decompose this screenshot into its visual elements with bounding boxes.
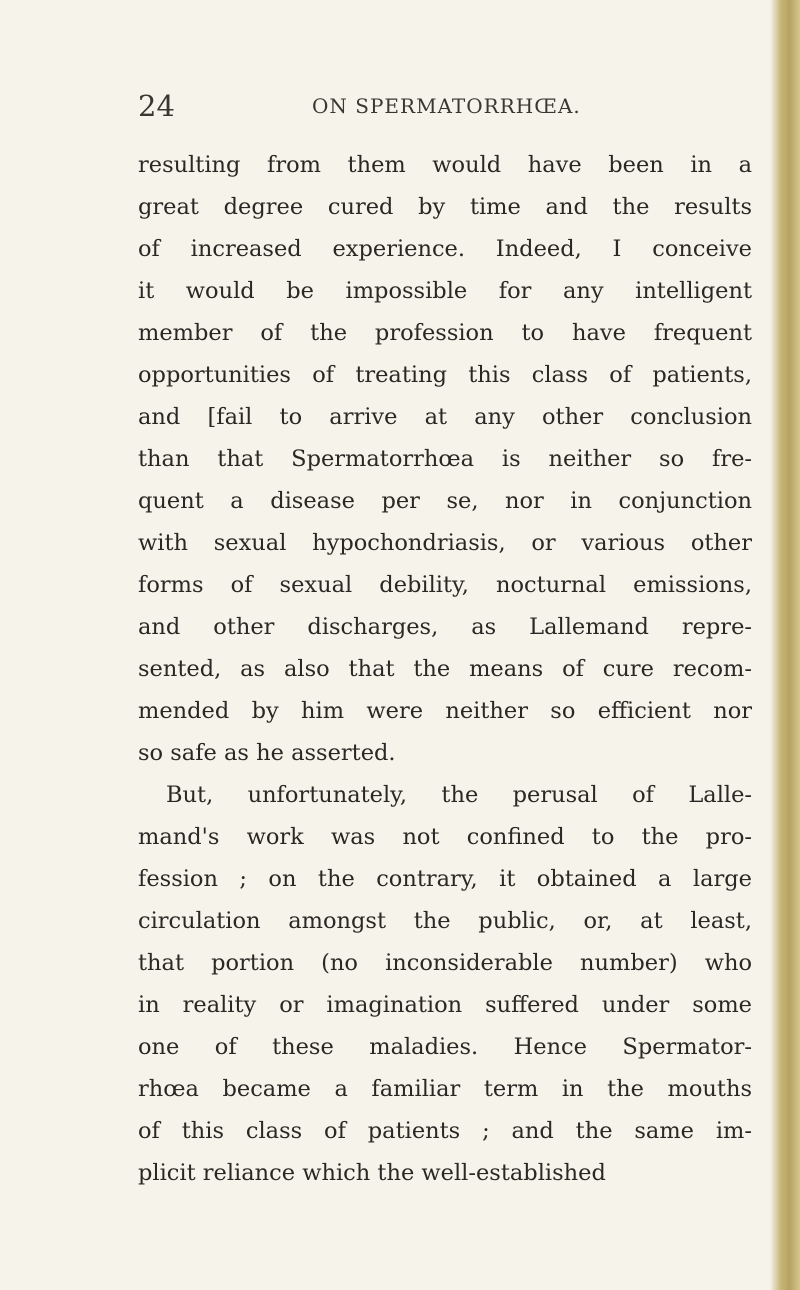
page-header	[138, 86, 778, 126]
text-line: that portion (no inconsiderable number) who	[138, 950, 752, 976]
text-line: rhœa became a familiar term in the mouths	[138, 1076, 752, 1102]
text-line: fession ; on the contrary, it obtained a large	[138, 866, 752, 892]
text-line: and other discharges, as Lallemand repre-	[138, 614, 752, 640]
text-line: member of the profession to have frequent	[138, 320, 752, 346]
text-line: than that Spermatorrhœa is neither so fre-	[138, 446, 752, 472]
paragraph-end-line: so safe as he asserted.	[138, 740, 396, 766]
text-line: opportunities of treating this class of patients,	[138, 362, 752, 388]
text-line: of increased experience. Indeed, I conceive	[138, 236, 752, 262]
text-line: of this class of patients ; and the same im-	[138, 1118, 752, 1144]
text-line: sented, as also that the means of cure recom-	[138, 656, 752, 682]
page-edge-shadow	[770, 0, 800, 1290]
text-line: great degree cured by time and the results	[138, 194, 752, 220]
page-number: 24	[138, 89, 175, 123]
text-line: it would be impossible for any intelligent	[138, 278, 752, 304]
text-line: with sexual hypochondriasis, or various other	[138, 530, 752, 556]
text-line: forms of sexual debility, nocturnal emissions,	[138, 572, 752, 598]
text-line: in reality or imagination suffered under some	[138, 992, 752, 1018]
text-line: mended by him were neither so efficient nor	[138, 698, 752, 724]
text-line: plicit reliance which the well-established	[138, 1160, 606, 1186]
text-line: quent a disease per se, nor in conjunction	[138, 488, 752, 514]
text-line: one of these maladies. Hence Spermator-	[138, 1034, 752, 1060]
body-text	[138, 144, 752, 1194]
paragraph-start-line: But, unfortunately, the perusal of Lalle-	[166, 782, 752, 808]
text-line: and [fail to arrive at any other conclusion	[138, 404, 752, 430]
text-line: resulting from them would have been in a	[138, 152, 752, 178]
text-line: mand's work was not confined to the pro-	[138, 824, 752, 850]
text-line: circulation amongst the public, or, at least,	[138, 908, 752, 934]
running-head: ON SPERMATORRHŒA.	[312, 94, 581, 118]
